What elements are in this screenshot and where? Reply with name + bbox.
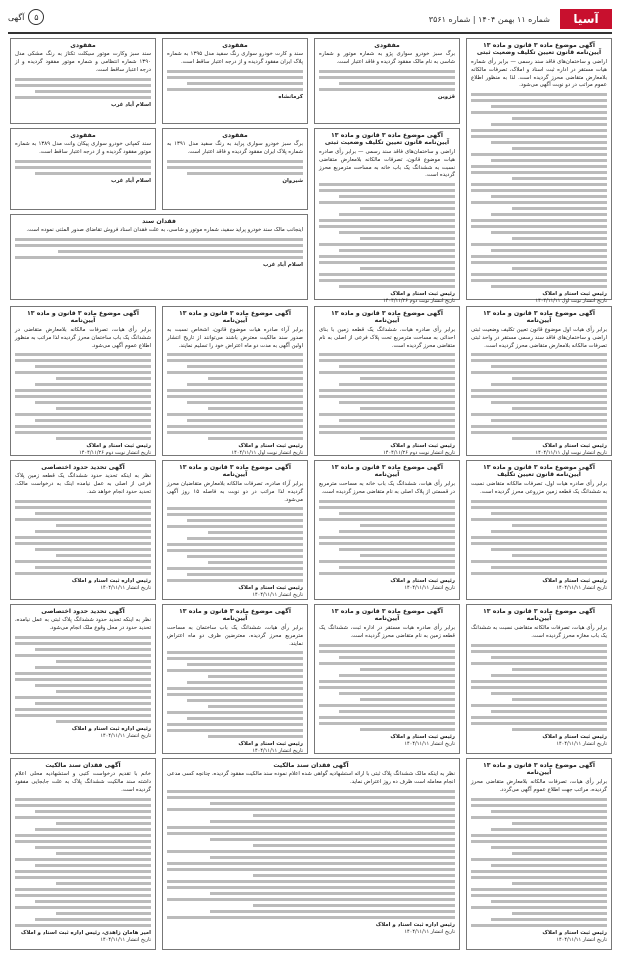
ad-title: آگهی موضوع ماده ۳ قانون و ماده ۱۳ آیین‌نامه — [331, 464, 443, 479]
ad-notice — [314, 604, 460, 754]
ad-body-text: برابر رأی صادره هیات اول، تصرفات مالکانه متقاضی نسبت به ششدانگ یک قطعه زمین مزروعی محرز گردیده است. — [471, 480, 607, 495]
ad-signature: رئیس اداره ثبت اسناد و املاک — [71, 726, 151, 733]
ad-date: تاریخ انتشار نوبت دوم ۱۴۰۴/۱۱/۲۶ — [383, 450, 455, 457]
ad-title: آگهی موضوع ماده ۳ قانون و ماده ۱۳ آیین‌نامه — [483, 762, 595, 777]
ad-date: تاریخ انتشار ۱۴۰۴/۱۱/۱۱ — [404, 929, 455, 936]
ad-body-text: برابر رأی هیات، ششدانگ یک باب خانه به مساحت مترمربع در قسمتی از پلاک اصلی به نام متقاضی محرز گردیده است. — [319, 480, 455, 495]
ad-body-text: سند و کارت خودرو سواری رنگ سفید مدل ۱۳۹۵ به شماره پلاک ایران مفقود گردیده و از درجه اعتبار ساقط است. — [167, 51, 303, 66]
ad-signature: قزوین — [437, 94, 455, 101]
ad-text-lines — [471, 353, 607, 440]
ad-signature: اسلام آباد غرب — [110, 178, 151, 185]
ad-signature: رئیس ثبت اسناد و املاک — [542, 929, 607, 936]
ad-date: تاریخ انتشار نوبت اول ۱۴۰۴/۱۱/۱۱ — [535, 298, 607, 305]
ad-body-text: برابر رأی هیات، تصرفات مالکانه بلامعارض متقاضی محرز گردیده، مراتب جهت اطلاع عموم آگهی می‌گردد. — [471, 778, 607, 793]
ad-notice — [10, 758, 156, 950]
ad-signature: شیروان — [282, 178, 303, 185]
ad-date: تاریخ انتشار ۱۴۰۴/۱۱/۱۱ — [100, 584, 151, 591]
ad-text-lines — [15, 636, 151, 723]
ad-title: آگهی موضوع ماده ۳ قانون و ماده ۱۳ آیین‌نامه — [483, 608, 595, 623]
ad-body-text: برابر رأی هیات اول موضوع قانون تعیین تکلیف وضعیت ثبتی اراضی و ساختمان‌های فاقد سند رسمی مستقر در واحد ثبتی تصرفات مالکانه بلامعارض متقاضی محرز گردیده است. — [471, 326, 607, 349]
ad-notice — [162, 38, 308, 124]
ad-notice — [10, 604, 156, 754]
issue-info: شماره ۱۱ بهمن ۱۴۰۴ | شماره ۳۵۶۱ — [428, 14, 550, 24]
ad-title: آگهی تحدید حدود اختصاصی — [41, 464, 125, 471]
ad-notice — [466, 604, 612, 754]
ad-date: تاریخ انتشار ۱۴۰۴/۱۱/۱۱ — [100, 936, 151, 943]
ad-text-lines — [319, 70, 455, 91]
ad-notice — [466, 758, 612, 950]
section-name: آگهی — [8, 12, 25, 22]
ad-body-text: برابر رأی هیات، تصرفات مالکانه بلامعارض متقاضی در ششدانگ یک باب ساختمان محرز گردیده لذا مراتب به منظور اطلاع عموم آگهی می‌شود. — [15, 326, 151, 349]
ad-title: آگهی موضوع ماده ۳ قانون و ماده ۱۳ آیین‌نامه — [179, 310, 291, 325]
ad-text-lines — [15, 160, 151, 175]
ad-text-lines — [167, 353, 303, 440]
ad-signature: رئیس ثبت اسناد و املاک — [390, 733, 455, 740]
ad-date: تاریخ انتشار ۱۴۰۴/۱۱/۱۱ — [404, 740, 455, 747]
ad-title: آگهی موضوع ماده ۳ قانون و ماده ۱۳ آیین‌نامه — [331, 310, 443, 325]
ad-title: آگهی موضوع ماده ۳ قانون و ماده ۱۳ آیین‌نامه — [483, 310, 595, 325]
ad-notice — [314, 460, 460, 600]
ad-signature: رئیس ثبت اسناد و املاک — [542, 577, 607, 584]
ad-text-lines — [471, 798, 607, 927]
ad-signature: امیر هامان زاهدی، رئیس اداره ثبت اسناد و املاک — [20, 929, 151, 936]
ad-title: مفقودی — [222, 42, 248, 49]
ad-text-lines — [167, 70, 303, 91]
ad-text-lines — [319, 644, 455, 731]
ad-notice — [10, 38, 156, 124]
ad-signature: رئیس ثبت اسناد و املاک — [238, 741, 303, 748]
ad-title: مفقودی — [70, 42, 96, 49]
ad-signature: رئیس ثبت اسناد و املاک — [390, 291, 455, 298]
ad-text-lines — [15, 500, 151, 575]
ad-signature: رئیس ثبت اسناد و املاک — [390, 577, 455, 584]
ad-body-text: اراضی و ساختمان‌های فاقد سند رسمی — برابر رأی شماره هیات مستقر در اداره ثبت اسناد و املاک، تصرفات مالکانه بلامعارض متقاضی محرز گردیده است. لذا به منظور اطلاع عموم مراتب در دو نوبت آگهی می‌شود. — [471, 58, 607, 89]
ad-date: تاریخ انتشار ۱۴۰۴/۱۱/۱۱ — [556, 584, 607, 591]
ad-signature: رئیس اداره ثبت اسناد و املاک — [375, 922, 455, 929]
ad-title: آگهی فقدان سند مالکیت — [45, 762, 121, 769]
ad-date: تاریخ انتشار نوبت دوم ۱۴۰۴/۱۱/۲۶ — [79, 450, 151, 457]
ad-text-lines — [15, 353, 151, 440]
ad-title: آگهی موضوع ماده ۳ قانون و ماده ۱۳ آیین‌نامه قانون تعیین تکلیف — [483, 464, 595, 479]
ad-date: تاریخ انتشار ۱۴۰۴/۱۱/۱۱ — [100, 733, 151, 740]
ad-title: آگهی فقدان سند مالکیت — [273, 762, 349, 769]
ad-date: تاریخ انتشار نوبت اول ۱۴۰۴/۱۱/۱۱ — [535, 450, 607, 457]
ad-notice — [314, 306, 460, 456]
ad-notice — [10, 214, 308, 300]
ad-date: تاریخ انتشار ۱۴۰۴/۱۱/۱۱ — [556, 740, 607, 747]
ad-signature: اسلام آباد غرب — [262, 262, 303, 269]
ad-text-lines — [15, 798, 151, 927]
ad-notice — [162, 306, 308, 456]
ad-notice — [10, 306, 156, 456]
ad-body-text: برگ سبز خودرو سواری پراید به رنگ سفید مدل ۱۳۹۱ به شماره پلاک ایران مفقود گردیده و فاقد اعتبار است. — [167, 141, 303, 156]
ad-text-lines — [471, 500, 607, 575]
ad-notice — [10, 460, 156, 600]
ad-title: آگهی موضوع ماده ۳ قانون و ماده ۱۳ آیین‌نامه — [331, 608, 443, 623]
ad-signature: رئیس ثبت اسناد و املاک — [390, 443, 455, 450]
ad-body-text: اراضی و ساختمان‌های فاقد سند رسمی — برابر رأی صادره هیات موضوع قانون، تصرفات مالکانه بلامعارض متقاضی نسبت به ششدانگ یک باب خانه به مساحت مترمربع محرز گردیده است. — [319, 148, 455, 179]
ad-body-text: اینجانب مالک سند خودرو پراید سفید، شماره موتور و شاسی، به علت فقدان اسناد فروش تقاضای صدور المثنی نموده است. — [26, 227, 303, 234]
ad-signature: رئیس ثبت اسناد و املاک — [542, 443, 607, 450]
ad-body-text: برابر رأی صادره هیات، ششدانگ یک قطعه زمین با بنای احداثی به مساحت مترمربع تحت پلاک فرعی از اصلی به نام متقاضی محرز گردیده است. — [319, 326, 455, 349]
ad-notice — [162, 604, 308, 754]
ad-signature: اسلام آباد غرب — [110, 101, 151, 108]
ad-date: تاریخ انتشار ۱۴۰۴/۱۱/۱۱ — [556, 936, 607, 943]
ad-date: تاریخ انتشار ۱۴۰۴/۱۱/۱۱ — [252, 592, 303, 599]
ad-text-lines — [15, 78, 151, 99]
ad-notice — [162, 128, 308, 210]
ad-body-text: برابر آراء صادره، تصرفات مالکانه بلامعارض متقاضیان محرز گردیده لذا مراتب در دو نوبت به فاصله ۱۵ روز آگهی می‌شود. — [167, 480, 304, 503]
ad-text-lines — [167, 790, 455, 919]
ad-title: آگهی موضوع ماده ۳ قانون و ماده ۱۳ آیین‌نامه قانون تعیین تکلیف وضعیت ثبتی — [324, 132, 450, 147]
ad-title: مفقودی — [70, 132, 96, 139]
ad-body-text: برابر رأی هیات، تصرفات مالکانه متقاضی نسبت به ششدانگ یک باب مغازه محرز گردیده است. — [471, 624, 607, 639]
ad-signature: رئیس ثبت اسناد و املاک — [86, 443, 151, 450]
ad-date: تاریخ انتشار نوبت اول ۱۴۰۴/۱۱/۱۱ — [231, 450, 303, 457]
ad-notice — [466, 460, 612, 600]
ad-signature: کرمانشاه — [278, 94, 303, 101]
ad-text-lines — [319, 353, 455, 440]
ad-notice — [466, 306, 612, 456]
ad-title: آگهی موضوع ماده ۳ قانون و ماده ۱۳ آیین‌نامه — [179, 464, 291, 479]
ad-body-text: نظر به اینکه تحدید حدود ششدانگ پلاک ثبتی به عمل نیامده، تحدید حدود در محل وقوع ملک انجام می‌شود. — [15, 617, 151, 632]
ad-body-text: برابر آراء صادره هیات موضوع قانون، اشخاص نسبت به صدور سند مالکیت معترض باشند می‌توانند از تاریخ انتشار اولین آگهی به مدت دو ماه اعتراض خود را تسلیم نمایند. — [167, 326, 303, 349]
ad-signature: رئیس اداره ثبت اسناد و املاک — [71, 577, 151, 584]
ad-date: تاریخ انتشار ۱۴۰۴/۱۱/۱۱ — [404, 584, 455, 591]
ad-text-lines — [471, 93, 607, 288]
ad-body-text: سند کمپانی خودرو سواری پیکان وانت مدل ۱۳۸۹ به شماره موتور مفقود گردیده و از درجه اعتبار ساقط است. — [15, 141, 151, 156]
page-indicator — [8, 9, 44, 25]
ad-text-lines — [319, 500, 455, 575]
ad-signature: رئیس ثبت اسناد و املاک — [542, 291, 607, 298]
ad-text-lines — [471, 644, 607, 731]
ad-body-text: سند سبز وکارت موتور سیکلت تکتاز به رنگ مشکی مدل ۱۳۹۰ شماره انتظامی و شماره موتور مفقود گردیده و از درجه اعتبار ساقط است. — [15, 51, 151, 74]
ad-title: آگهی موضوع ماده ۳ قانون و ماده ۱۳ آیین‌نامه — [179, 608, 291, 623]
ad-text-lines — [167, 651, 303, 738]
ad-signature: رئیس ثبت اسناد و املاک — [542, 733, 607, 740]
ad-notice — [466, 38, 612, 305]
ad-notice — [314, 38, 460, 124]
ad-signature: رئیس ثبت اسناد و املاک — [238, 585, 303, 592]
ad-notice — [314, 128, 460, 305]
ad-title: آگهی تحدید حدود اختصاصی — [41, 608, 125, 615]
ad-title: مفقودی — [374, 42, 400, 49]
ad-notice — [10, 128, 156, 210]
ad-date: تاریخ انتشار نوبت دوم ۱۴۰۴/۱۱/۲۶ — [383, 298, 455, 305]
ad-body-text: برگ سبز خودرو سواری پژو به شماره موتور و شماره شاسی به نام مالک مفقود گردیده و فاقد اعتبار است. — [319, 51, 455, 66]
ad-notice — [162, 460, 308, 600]
newspaper-logo: آسیا — [560, 9, 612, 29]
ad-body-text: خانم با تقدیم درخواست کتبی و استشهادیه محلی اعلام داشته سند مالکیت ششدانگ پلاک به علت جابجایی مفقود گردیده است. — [15, 771, 151, 794]
ad-body-text: برابر رأی صادره هیات مستقر در اداره ثبت، ششدانگ یک قطعه زمین به نام متقاضی محرز گردیده است. — [319, 624, 455, 639]
page-header — [8, 6, 612, 34]
ad-body-text: نظر به اینکه مالک ششدانگ پلاک ثبتی با ارائه استشهادیه گواهی شده اعلام نموده سند مالکیت مفقود گردیده، چنانچه کسی مدعی انجام معامله است ظرف ده روز اعتراض نماید. — [167, 771, 455, 786]
ad-body-text: برابر رأی هیات، ششدانگ یک باب ساختمان به مساحت مترمربع محرز گردیده، معترضین ظرف دو ماه اعتراض نمایند. — [167, 624, 303, 647]
ad-date: تاریخ انتشار ۱۴۰۴/۱۱/۱۱ — [252, 748, 303, 755]
ad-text-lines — [167, 507, 303, 582]
ad-title: مفقودی — [222, 132, 248, 139]
ad-notice — [162, 758, 460, 950]
ad-title: آگهی موضوع ماده ۳ قانون و ماده ۱۳ آیین‌نامه قانون تعیین تکلیف وضعیت ثبتی — [476, 42, 602, 57]
ad-text-lines — [319, 183, 455, 288]
ad-text-lines — [167, 160, 303, 175]
ad-title: فقدان سند — [142, 218, 176, 225]
ad-title: آگهی موضوع ماده ۳ قانون و ماده ۱۳ آیین‌نامه — [27, 310, 139, 325]
ad-signature: رئیس ثبت اسناد و املاک — [238, 443, 303, 450]
ad-body-text: نظر به اینکه تحدید حدود ششدانگ یک قطعه زمین پلاک فرعی از اصلی به عمل نیامده اینک به درخواست مالک، تحدید حدود انجام خواهد شد. — [15, 473, 151, 496]
ad-text-lines — [15, 238, 303, 259]
page-number: ۵ — [28, 9, 44, 25]
